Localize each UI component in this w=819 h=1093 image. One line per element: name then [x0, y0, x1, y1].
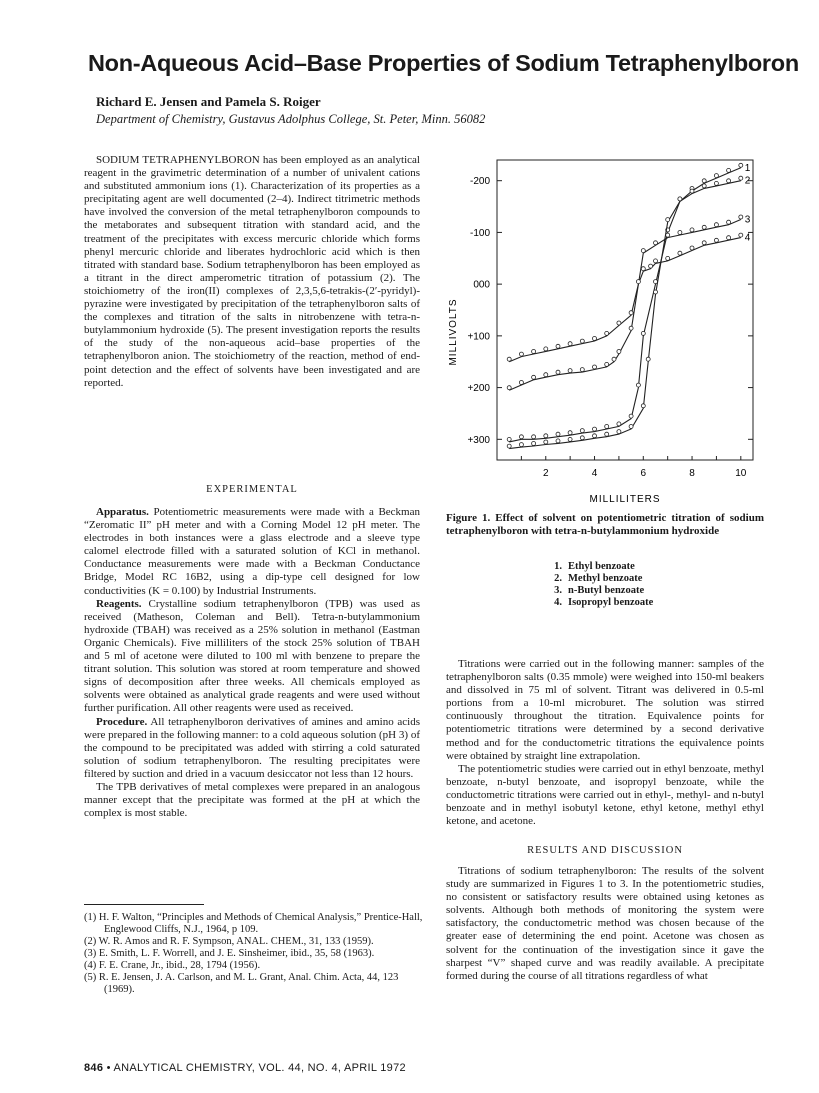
series-label-3: 3: [744, 214, 751, 226]
series-point-2: [714, 181, 718, 185]
series-point-2: [641, 404, 645, 408]
methods-right-section: [446, 658, 764, 828]
legend-label: n-Butyl benzoate: [568, 585, 645, 596]
series-point-4: [519, 352, 523, 356]
series-point-4: [666, 256, 670, 260]
reagents-label: Reagents.: [96, 597, 142, 610]
reference-item: (2) W. R. Amos and R. F. Sympson, ANAL. CHEM., 31, 133 (1959).: [84, 936, 374, 947]
series-point-1: [580, 429, 584, 433]
article-title: Non-Aqueous Acid–Base Properties of Sodium Tetraphenylboron: [88, 50, 799, 76]
series-point-1: [519, 435, 523, 439]
series-point-4: [507, 357, 511, 361]
y-tick-label: 000: [473, 279, 490, 291]
results-heading: RESULTS AND DISCUSSION: [527, 845, 683, 856]
series-point-2: [507, 444, 511, 448]
apparatus-text: Potentiometric measurements were made with a Beckman “Zeromatic II” pH meter and with a Corning Model 12 pH meter. The electrodes in both instances were a glass electrode and a sleeve type calomel electrode filled with a saturated solution of KCl in methanol. Conductance measurements were made with a Beckman Conductance Bridge, Model RC 16B2, using a dip-type cell designed for low conductivities (K = 0.100) by Industrial Instruments.: [84, 506, 420, 597]
plot-frame: [497, 160, 753, 460]
y-tick-label: +200: [467, 383, 490, 395]
series-point-3: [641, 249, 645, 253]
series-point-3: [580, 368, 584, 372]
series-line-2: [509, 181, 741, 449]
series-point-1: [629, 414, 633, 418]
series-point-3: [612, 357, 616, 361]
series-point-3: [629, 326, 633, 330]
journal-citation: ANALYTICAL CHEMISTRY, VOL. 44, NO. 4, APRIL 1972: [113, 1062, 406, 1074]
experimental-heading: EXPERIMENTAL: [206, 484, 298, 495]
reference-item: (3) E. Smith, L. F. Worrell, and J. E. Sinsheimer, ibid., 35, 58 (1963).: [84, 948, 375, 959]
legend-label: Ethyl benzoate: [568, 561, 635, 572]
legend-item: [548, 585, 653, 597]
series-point-1: [617, 422, 621, 426]
series-point-1: [641, 331, 645, 335]
series-point-3: [702, 225, 706, 229]
series-label-2: 2: [744, 175, 751, 187]
apparatus-label: Apparatus.: [96, 506, 149, 518]
series-point-2: [593, 434, 597, 438]
legend-num: 4.: [554, 597, 562, 608]
series-point-4: [714, 238, 718, 242]
results-section: [446, 865, 764, 983]
series-point-1: [702, 179, 706, 183]
series-point-2: [532, 442, 536, 446]
series-point-2: [646, 357, 650, 361]
x-tick-label: 2: [542, 468, 549, 479]
x-tick-label: 4: [591, 468, 598, 479]
series-point-2: [678, 197, 682, 201]
procedure-label: Procedure.: [96, 715, 148, 728]
series-point-3: [666, 233, 670, 237]
series-point-4: [593, 337, 597, 341]
series-point-1: [568, 431, 572, 435]
series-point-2: [690, 189, 694, 193]
series-point-2: [702, 184, 706, 188]
titration-paragraph: Titrations were carried out in the following manner: samples of the tetraphenylboron salts (0.35 mmole) were weighed into 150-ml beakers and dissolved in 75 ml of solvent. Titrant was delivered in 0.5-ml portions from a 10-ml microburet. The solution was stirred continuously throughout the titration. Equivalence points for potentiometric titrations were determined by a second derivative method and for the conductometric titrations the equivalence points were obtained by straight line extrapolation.: [446, 658, 764, 762]
series-point-1: [714, 174, 718, 178]
series-point-3: [593, 365, 597, 369]
series-point-3: [532, 375, 536, 379]
series-point-3: [605, 362, 609, 366]
series-point-2: [666, 218, 670, 222]
series-point-4: [739, 233, 743, 237]
series-point-1: [605, 425, 609, 429]
series-group: [507, 163, 751, 449]
series-point-4: [580, 339, 584, 343]
y-tick-label: -100: [469, 227, 490, 239]
y-ticks: [467, 176, 753, 446]
series-point-4: [690, 246, 694, 250]
legend-num: 2.: [554, 573, 562, 584]
series-point-4: [605, 331, 609, 335]
reference-item: (4) F. E. Crane, Jr., ibid., 28, 1794 (1956).: [84, 960, 261, 971]
potentiometric-paragraph: The potentiometric studies were carried out in ethyl benzoate, methyl benzoate, n-butyl benzoate, and isopropyl benzoate, while the conductometric titrations were carried out in ethyl-, methyl- and n-butyl benzoate and in methyl isobutyl ketone, ethyl ketone, methyl ethyl ketone, and acetone.: [446, 762, 764, 828]
series-point-4: [629, 311, 633, 315]
legend-label: Isopropyl benzoate: [568, 597, 654, 608]
series-point-2: [727, 179, 731, 183]
series-point-1: [739, 163, 743, 167]
series-point-3: [739, 215, 743, 219]
titration-chart: [442, 154, 772, 506]
series-point-3: [654, 241, 658, 245]
x-tick-label: 8: [689, 468, 695, 479]
intro-paragraph: SODIUM TETRAPHENYLBORON has been employed as an analytical reagent in the gravimetric determination of a number of univalent cations and substituted ammonium ions (1). Characterization of its properties as a precipitating agent are well documented (2–4). Indirect titrimetric methods have involved the conversion of the metal tetraphenylboron compounds to the metaborates and subsequent titration with standard acid, and the treatment of the precipitates with excess mercuric chloride which forms phenyl mercuric chloride and liberates hydrochloric acid which is then titrated with standard base. Sodium tetraphenylboron has been employed as a titrant in the direct amperometric titration of potassium (2). The stoichiometry of the iron(II) complexes of 2,3,5,6-tetrakis-(2′-pyridyl)-pyrazine were investigated by precipitation of the tetraphenylboron salts of the complexes and titration of the salts in nitrobenzene with tetra-n-butylammonium hydroxide (5). The present investigation reports the results of the study of the non-aqueous acid–base properties of the tetraphenylboron anion. The stoichiometry of the reaction, method of end-point detection and the effect of solvents have been investigated and are reported.: [84, 154, 420, 389]
y-tick-label: +300: [467, 434, 490, 446]
series-point-1: [556, 432, 560, 436]
series-point-4: [568, 342, 572, 346]
series-point-4: [617, 321, 621, 325]
series-label-4: 4: [744, 232, 751, 244]
series-point-4: [702, 241, 706, 245]
series-point-3: [556, 370, 560, 374]
series-point-3: [544, 373, 548, 377]
series-point-4: [636, 280, 640, 284]
y-tick-label: -200: [469, 176, 490, 188]
intro-section: [84, 154, 420, 390]
series-point-2: [654, 290, 658, 294]
series-point-2: [617, 430, 621, 434]
series-point-4: [544, 347, 548, 351]
series-point-3: [568, 369, 572, 373]
series-point-3: [690, 228, 694, 232]
legend-item: [548, 597, 653, 609]
series-point-4: [649, 264, 653, 268]
series-point-2: [519, 443, 523, 447]
legend-item: [548, 561, 653, 573]
series-point-1: [544, 434, 548, 438]
series-point-4: [678, 251, 682, 255]
x-axis-label: MILLILITERS: [589, 494, 661, 505]
series-point-1: [532, 435, 536, 439]
page-number: 846: [84, 1062, 104, 1074]
series-point-3: [519, 381, 523, 385]
authors: Richard E. Jensen and Pamela S. Roiger: [96, 94, 321, 109]
legend-num: 1.: [554, 561, 562, 572]
series-point-4: [556, 344, 560, 348]
references-divider: [84, 904, 204, 905]
series-point-1: [593, 427, 597, 431]
series-point-4: [641, 267, 645, 271]
series-point-3: [678, 231, 682, 235]
experimental-section: [84, 506, 420, 820]
series-point-3: [727, 220, 731, 224]
series-point-2: [629, 425, 633, 429]
series-point-1: [636, 383, 640, 387]
legend-num: 3.: [554, 585, 562, 596]
reference-item: (5) R. E. Jensen, J. A. Carlson, and M. L. Grant, Anal. Chim. Acta, 44, 123 (1969).: [84, 972, 399, 995]
footer-bullet: •: [106, 1062, 114, 1074]
series-point-4: [532, 350, 536, 354]
y-tick-label: +100: [467, 331, 490, 343]
series-point-2: [556, 439, 560, 443]
x-tick-label: 6: [640, 468, 647, 479]
apparatus-paragraph: [84, 506, 420, 598]
x-tick-label: 10: [735, 468, 747, 479]
procedure-paragraph: [84, 716, 420, 781]
series-point-4: [727, 236, 731, 240]
tpb-metal-paragraph: The TPB derivatives of metal complexes were prepared in an analogous manner except that the precipitate was formed at the pH at which the complex is most stable.: [84, 780, 420, 820]
series-point-2: [544, 440, 548, 444]
series-point-1: [727, 168, 731, 172]
results-paragraph: Titrations of sodium tetraphenylboron: The results of the solvent study are summarized in Figures 1 to 3. In the potentiometric studies, no consistent or satisfactory results were obtained using ketones as solvents. Although both methods of monitoring the system were satisfactory, the conductometric method was chosen because of the greater ease of determining the end point. Acetone was chosen as solvent for the continuation of the investigation since it gave the sharpest “V” shaped curve and was readily available. A precipitate formed during the course of all titrations regardless of what: [446, 865, 764, 982]
procedure-text: All tetraphenylboron derivatives of amines and amino acids were prepared in the following manner: to a cold aqueous solution (pH 3) of the compound to be precipitated was added with stirring a cold saturated solution of sodium tetraphenylboron. The resulting precipitates were filtered by suction and dried in a vacuum desiccator not less than 12 hours.: [84, 715, 420, 780]
series-point-3: [617, 350, 621, 354]
reference-item: (1) H. F. Walton, “Principles and Methods of Chemical Analysis,” Prentice-Hall, Englewood Cliffs, N.J., 1964, p 109.: [84, 912, 423, 935]
series-label-1: 1: [744, 162, 751, 174]
figure-legend: [548, 561, 653, 609]
references-list: [84, 912, 424, 996]
legend-label: Methyl benzoate: [568, 573, 643, 584]
figure-caption: Figure 1. Effect of solvent on potentiometric titration of sodium tetraphenylboron with tetra-n-butylammonium hydroxide: [446, 512, 764, 537]
page-footer: [84, 1062, 406, 1074]
x-ticks: [521, 456, 746, 479]
series-point-2: [580, 436, 584, 440]
series-line-1: [509, 168, 741, 442]
series-point-2: [605, 432, 609, 436]
series-point-3: [714, 223, 718, 227]
y-axis-label: MILLIVOLTS: [448, 298, 459, 366]
series-point-2: [568, 437, 572, 441]
series-point-4: [654, 259, 658, 263]
series-point-3: [507, 386, 511, 390]
series-point-1: [507, 437, 511, 441]
reagents-text: Crystalline sodium tetraphenylboron (TPB) was used as received (Matheson, Coleman and Bell). Tetra-n-butylammonium hydroxide (TBAH) was received as a 25% solution in methanol (Eastman Organic Chemicals). Five milliliters of the stock 25% solution of TBAH and 5 ml of acetone were diluted to 100 ml with benzene to prepare the titrant solution. This solution was stored at room temperature and showed signs of decomposition after three weeks. All chemicals employed as solvents were obtained as analytical grade reagents and were used without further purification. All other reagents were used as received.: [84, 597, 420, 715]
reagents-paragraph: [84, 598, 420, 716]
series-point-2: [739, 176, 743, 180]
affiliation: Department of Chemistry, Gustavus Adolphus College, St. Peter, Minn. 56082: [96, 112, 486, 126]
legend-item: [548, 573, 653, 585]
